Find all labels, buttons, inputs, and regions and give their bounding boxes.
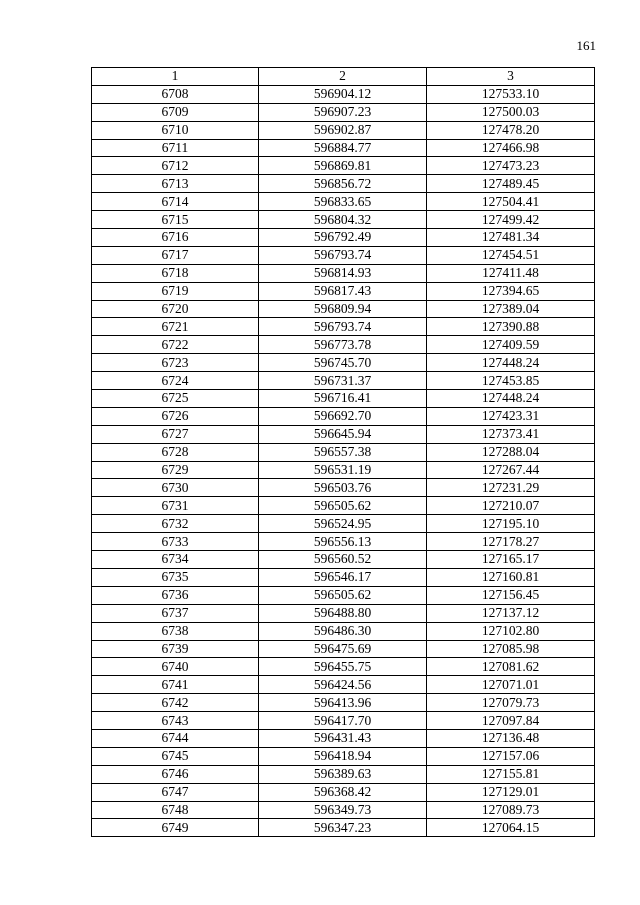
point-number-cell: 6738 xyxy=(92,622,259,640)
x-coordinate-cell: 596833.65 xyxy=(259,193,427,211)
table-row xyxy=(92,282,595,300)
table-row xyxy=(92,604,595,622)
y-coordinate-cell: 127071.01 xyxy=(427,676,595,694)
point-number-cell: 6734 xyxy=(92,551,259,569)
x-coordinate-cell: 596884.77 xyxy=(259,139,427,157)
x-coordinate-cell: 596389.63 xyxy=(259,765,427,783)
x-coordinate-cell: 596455.75 xyxy=(259,658,427,676)
y-coordinate-cell: 127500.03 xyxy=(427,103,595,121)
point-number-cell: 6732 xyxy=(92,515,259,533)
table-row xyxy=(92,193,595,211)
point-number-cell: 6744 xyxy=(92,729,259,747)
x-coordinate-cell: 596475.69 xyxy=(259,640,427,658)
point-number-cell: 6727 xyxy=(92,425,259,443)
x-coordinate-cell: 596731.37 xyxy=(259,372,427,390)
y-coordinate-cell: 127409.59 xyxy=(427,336,595,354)
x-coordinate-cell: 596773.78 xyxy=(259,336,427,354)
y-coordinate-cell: 127478.20 xyxy=(427,121,595,139)
x-coordinate-cell: 596907.23 xyxy=(259,103,427,121)
point-number-cell: 6719 xyxy=(92,282,259,300)
y-coordinate-cell: 127178.27 xyxy=(427,533,595,551)
y-coordinate-cell: 127137.12 xyxy=(427,604,595,622)
point-number-cell: 6737 xyxy=(92,604,259,622)
table-row xyxy=(92,568,595,586)
x-coordinate-cell: 596503.76 xyxy=(259,479,427,497)
x-coordinate-cell: 596557.38 xyxy=(259,443,427,461)
table-row xyxy=(92,676,595,694)
table-row xyxy=(92,211,595,229)
y-coordinate-cell: 127081.62 xyxy=(427,658,595,676)
table-row xyxy=(92,497,595,515)
table-row xyxy=(92,783,595,801)
x-coordinate-cell: 596556.13 xyxy=(259,533,427,551)
point-number-cell: 6712 xyxy=(92,157,259,175)
y-coordinate-cell: 127160.81 xyxy=(427,568,595,586)
y-coordinate-cell: 127064.15 xyxy=(427,819,595,837)
table-row xyxy=(92,407,595,425)
table-row xyxy=(92,157,595,175)
table-row xyxy=(92,801,595,819)
y-coordinate-cell: 127373.41 xyxy=(427,425,595,443)
table-row xyxy=(92,551,595,569)
y-coordinate-cell: 127156.45 xyxy=(427,586,595,604)
x-coordinate-cell: 596817.43 xyxy=(259,282,427,300)
point-number-cell: 6729 xyxy=(92,461,259,479)
table-row xyxy=(92,694,595,712)
point-number-cell: 6743 xyxy=(92,712,259,730)
point-number-cell: 6723 xyxy=(92,354,259,372)
table-row xyxy=(92,318,595,336)
table-row xyxy=(92,390,595,408)
point-number-cell: 6747 xyxy=(92,783,259,801)
y-coordinate-cell: 127085.98 xyxy=(427,640,595,658)
y-coordinate-cell: 127454.51 xyxy=(427,246,595,264)
x-coordinate-cell: 596745.70 xyxy=(259,354,427,372)
table-row xyxy=(92,586,595,604)
point-number-cell: 6726 xyxy=(92,407,259,425)
table-row xyxy=(92,264,595,282)
y-coordinate-cell: 127210.07 xyxy=(427,497,595,515)
y-coordinate-cell: 127129.01 xyxy=(427,783,595,801)
x-coordinate-cell: 596645.94 xyxy=(259,425,427,443)
y-coordinate-cell: 127453.85 xyxy=(427,372,595,390)
table-row xyxy=(92,461,595,479)
x-coordinate-cell: 596904.12 xyxy=(259,85,427,103)
point-number-cell: 6745 xyxy=(92,747,259,765)
y-coordinate-cell: 127079.73 xyxy=(427,694,595,712)
x-coordinate-cell: 596792.49 xyxy=(259,229,427,247)
y-coordinate-cell: 127448.24 xyxy=(427,390,595,408)
y-coordinate-cell: 127195.10 xyxy=(427,515,595,533)
point-number-cell: 6724 xyxy=(92,372,259,390)
x-coordinate-cell: 596505.62 xyxy=(259,497,427,515)
y-coordinate-cell: 127411.48 xyxy=(427,264,595,282)
table-body xyxy=(92,85,595,836)
y-coordinate-cell: 127489.45 xyxy=(427,175,595,193)
x-coordinate-cell: 596692.70 xyxy=(259,407,427,425)
column-header-2: 2 xyxy=(259,68,427,86)
point-number-cell: 6736 xyxy=(92,586,259,604)
x-coordinate-cell: 596560.52 xyxy=(259,551,427,569)
x-coordinate-cell: 596856.72 xyxy=(259,175,427,193)
page-number: 161 xyxy=(576,38,596,53)
point-number-cell: 6731 xyxy=(92,497,259,515)
x-coordinate-cell: 596869.81 xyxy=(259,157,427,175)
point-number-cell: 6739 xyxy=(92,640,259,658)
point-number-cell: 6748 xyxy=(92,801,259,819)
x-coordinate-cell: 596418.94 xyxy=(259,747,427,765)
x-coordinate-cell: 596716.41 xyxy=(259,390,427,408)
x-coordinate-cell: 596531.19 xyxy=(259,461,427,479)
y-coordinate-cell: 127466.98 xyxy=(427,139,595,157)
point-number-cell: 6725 xyxy=(92,390,259,408)
x-coordinate-cell: 596413.96 xyxy=(259,694,427,712)
x-coordinate-cell: 596424.56 xyxy=(259,676,427,694)
y-coordinate-cell: 127165.17 xyxy=(427,551,595,569)
y-coordinate-cell: 127499.42 xyxy=(427,211,595,229)
y-coordinate-cell: 127136.48 xyxy=(427,729,595,747)
x-coordinate-cell: 596804.32 xyxy=(259,211,427,229)
y-coordinate-cell: 127102.80 xyxy=(427,622,595,640)
y-coordinate-cell: 127157.06 xyxy=(427,747,595,765)
column-header-1: 1 xyxy=(92,68,259,86)
point-number-cell: 6746 xyxy=(92,765,259,783)
x-coordinate-cell: 596486.30 xyxy=(259,622,427,640)
table-row xyxy=(92,819,595,837)
x-coordinate-cell: 596546.17 xyxy=(259,568,427,586)
y-coordinate-cell: 127533.10 xyxy=(427,85,595,103)
table-row xyxy=(92,139,595,157)
x-coordinate-cell: 596417.70 xyxy=(259,712,427,730)
table-row xyxy=(92,85,595,103)
column-header-3: 3 xyxy=(427,68,595,86)
table-row xyxy=(92,336,595,354)
y-coordinate-cell: 127423.31 xyxy=(427,407,595,425)
table-row xyxy=(92,479,595,497)
table-row xyxy=(92,640,595,658)
table-row xyxy=(92,515,595,533)
table-row xyxy=(92,121,595,139)
table-row xyxy=(92,658,595,676)
point-number-cell: 6749 xyxy=(92,819,259,837)
point-number-cell: 6708 xyxy=(92,85,259,103)
point-number-cell: 6716 xyxy=(92,229,259,247)
table-row xyxy=(92,300,595,318)
table-row xyxy=(92,175,595,193)
point-number-cell: 6730 xyxy=(92,479,259,497)
y-coordinate-cell: 127481.34 xyxy=(427,229,595,247)
header-row xyxy=(92,68,595,86)
point-number-cell: 6728 xyxy=(92,443,259,461)
x-coordinate-cell: 596793.74 xyxy=(259,246,427,264)
point-number-cell: 6721 xyxy=(92,318,259,336)
table-row xyxy=(92,712,595,730)
point-number-cell: 6715 xyxy=(92,211,259,229)
table-row xyxy=(92,622,595,640)
x-coordinate-cell: 596505.62 xyxy=(259,586,427,604)
point-number-cell: 6742 xyxy=(92,694,259,712)
x-coordinate-cell: 596902.87 xyxy=(259,121,427,139)
table-row xyxy=(92,765,595,783)
table-row xyxy=(92,103,595,121)
y-coordinate-cell: 127267.44 xyxy=(427,461,595,479)
table-row xyxy=(92,246,595,264)
point-number-cell: 6714 xyxy=(92,193,259,211)
coordinates-table xyxy=(91,67,595,837)
y-coordinate-cell: 127288.04 xyxy=(427,443,595,461)
point-number-cell: 6733 xyxy=(92,533,259,551)
y-coordinate-cell: 127089.73 xyxy=(427,801,595,819)
x-coordinate-cell: 596347.23 xyxy=(259,819,427,837)
point-number-cell: 6722 xyxy=(92,336,259,354)
point-number-cell: 6720 xyxy=(92,300,259,318)
table-row xyxy=(92,354,595,372)
table-row xyxy=(92,443,595,461)
x-coordinate-cell: 596809.94 xyxy=(259,300,427,318)
x-coordinate-cell: 596368.42 xyxy=(259,783,427,801)
x-coordinate-cell: 596488.80 xyxy=(259,604,427,622)
point-number-cell: 6713 xyxy=(92,175,259,193)
point-number-cell: 6709 xyxy=(92,103,259,121)
x-coordinate-cell: 596814.93 xyxy=(259,264,427,282)
x-coordinate-cell: 596793.74 xyxy=(259,318,427,336)
table-header xyxy=(92,68,595,86)
y-coordinate-cell: 127394.65 xyxy=(427,282,595,300)
point-number-cell: 6718 xyxy=(92,264,259,282)
table-row xyxy=(92,229,595,247)
y-coordinate-cell: 127390.88 xyxy=(427,318,595,336)
table-row xyxy=(92,372,595,390)
x-coordinate-cell: 596524.95 xyxy=(259,515,427,533)
y-coordinate-cell: 127389.04 xyxy=(427,300,595,318)
y-coordinate-cell: 127231.29 xyxy=(427,479,595,497)
x-coordinate-cell: 596349.73 xyxy=(259,801,427,819)
point-number-cell: 6711 xyxy=(92,139,259,157)
y-coordinate-cell: 127504.41 xyxy=(427,193,595,211)
point-number-cell: 6710 xyxy=(92,121,259,139)
x-coordinate-cell: 596431.43 xyxy=(259,729,427,747)
table-row xyxy=(92,425,595,443)
table-row xyxy=(92,533,595,551)
point-number-cell: 6740 xyxy=(92,658,259,676)
y-coordinate-cell: 127155.81 xyxy=(427,765,595,783)
y-coordinate-cell: 127448.24 xyxy=(427,354,595,372)
table-row xyxy=(92,729,595,747)
table-row xyxy=(92,747,595,765)
point-number-cell: 6741 xyxy=(92,676,259,694)
y-coordinate-cell: 127473.23 xyxy=(427,157,595,175)
point-number-cell: 6717 xyxy=(92,246,259,264)
y-coordinate-cell: 127097.84 xyxy=(427,712,595,730)
point-number-cell: 6735 xyxy=(92,568,259,586)
